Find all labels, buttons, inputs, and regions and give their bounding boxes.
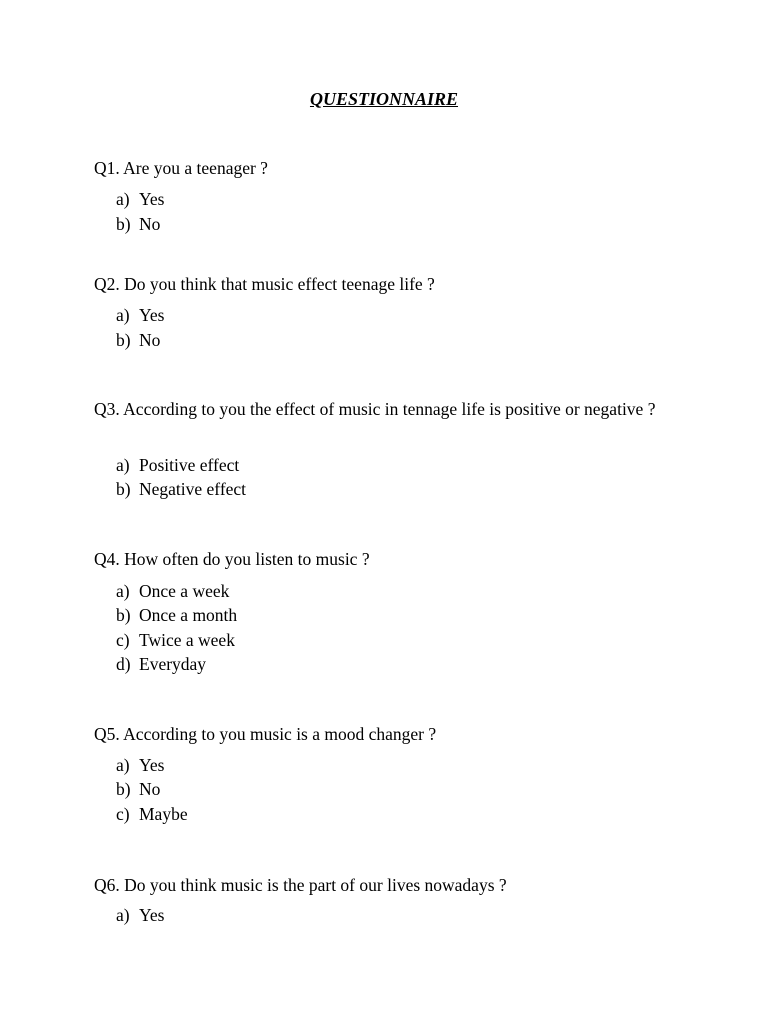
option-text: Twice a week (139, 630, 235, 650)
question-6: Q6. Do you think music is the part of our lives nowadays ? (94, 875, 507, 895)
question-4: Q4. How often do you listen to music ? (94, 549, 370, 569)
question-2-option-b (116, 332, 160, 350)
option-text: Yes (139, 189, 165, 209)
question-1-option-b (116, 216, 160, 234)
option-letter: c) (116, 804, 130, 824)
question-2-option-a (116, 307, 164, 325)
question-3-option-a (116, 457, 239, 475)
option-text: Yes (139, 755, 165, 775)
option-letter: a) (116, 305, 130, 325)
question-5-option-a (116, 757, 164, 775)
question-4-option-c (116, 632, 235, 650)
option-letter: a) (116, 755, 130, 775)
option-text: Maybe (139, 804, 188, 824)
option-letter: b) (116, 214, 131, 234)
option-text: No (139, 330, 161, 350)
question-3-option-b (116, 481, 246, 499)
option-text: Yes (139, 305, 165, 325)
question-5: Q5. According to you music is a mood changer ? (94, 724, 437, 744)
question-5-option-b (116, 781, 160, 799)
option-letter: a) (116, 455, 130, 475)
option-letter: a) (116, 905, 130, 925)
page-title: QUESTIONNAIRE (309, 89, 459, 109)
question-4-option-d (116, 656, 206, 674)
option-text: No (139, 214, 161, 234)
option-letter: c) (116, 630, 130, 650)
question-6-option-a (116, 907, 164, 925)
option-letter: b) (116, 330, 131, 350)
question-4-option-b (116, 607, 237, 625)
option-text: Negative effect (139, 479, 247, 499)
question-4-option-a (116, 583, 229, 601)
option-text: Yes (139, 905, 165, 925)
option-letter: d) (116, 654, 131, 674)
question-1: Q1. Are you a teenager ? (94, 158, 268, 178)
option-text: Once a month (139, 605, 238, 625)
option-letter: b) (116, 605, 131, 625)
option-letter: b) (116, 479, 131, 499)
option-text: Everyday (139, 654, 207, 674)
option-text: No (139, 779, 161, 799)
option-letter: b) (116, 779, 131, 799)
question-3: Q3. According to you the effect of music in tennage life is positive or negative ? (94, 399, 656, 419)
option-text: Positive effect (139, 455, 240, 475)
question-2: Q2. Do you think that music effect teenage life ? (94, 274, 435, 294)
option-letter: a) (116, 189, 130, 209)
question-1-option-a (116, 191, 164, 209)
question-5-option-c (116, 806, 188, 824)
option-letter: a) (116, 581, 130, 601)
option-text: Once a week (139, 581, 230, 601)
